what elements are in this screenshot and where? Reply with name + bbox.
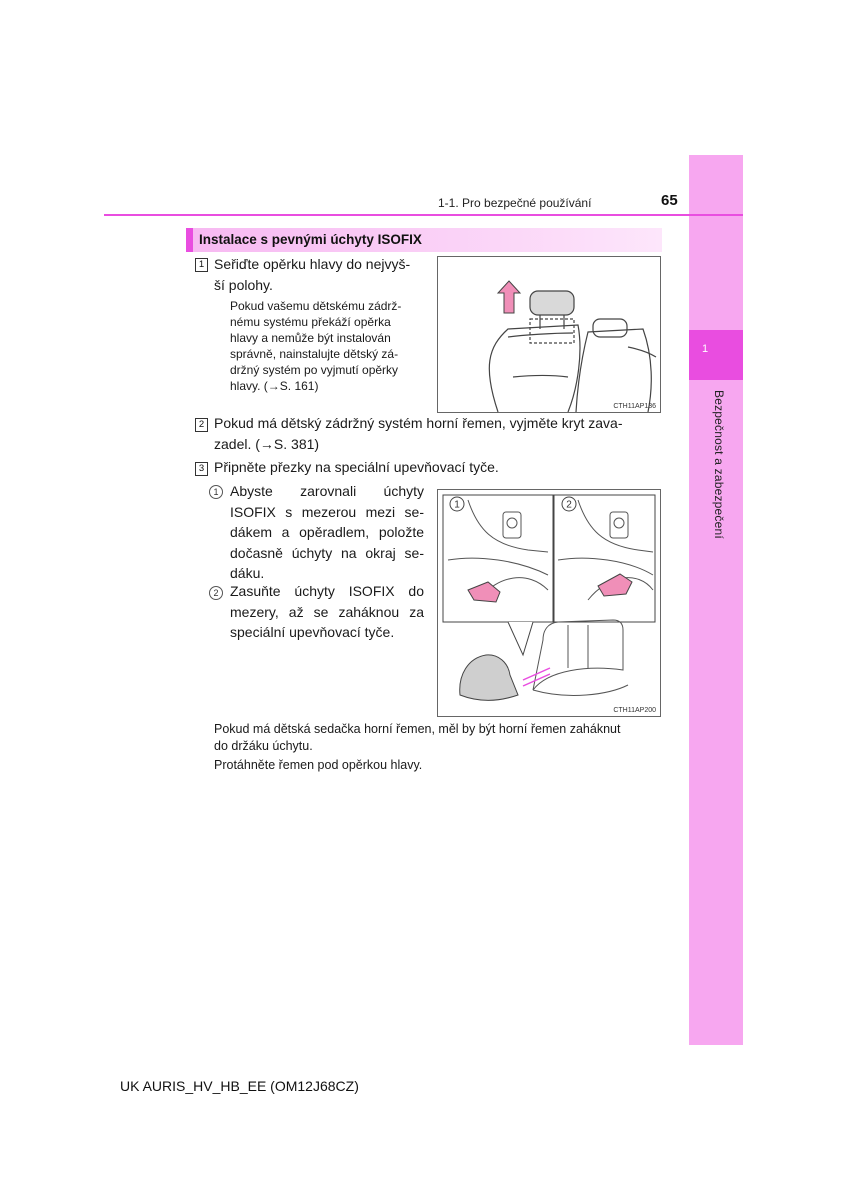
substep-1-line: dáku.	[230, 565, 265, 581]
step-3-text: Připněte přezky na speciální upevňovací tyče.	[214, 459, 499, 475]
step-1-note-line: hlavy a nemůže být instalován	[230, 331, 391, 345]
step-2-line-2: zadel. (→S. 381)	[214, 435, 320, 452]
chapter-side-tab	[689, 155, 743, 1045]
step-1-note-line: Pokud vašemu dětskému zádrž-	[230, 299, 402, 313]
bottom-note	[214, 721, 674, 755]
substep-1-text	[230, 481, 424, 584]
substep-1-marker: 1	[209, 485, 223, 499]
step-1-line-2: ší polohy.	[214, 276, 273, 293]
header-section-title: 1-1. Pro bezpečné používání	[438, 196, 592, 210]
substep-2-line: Zasuňte úchyty ISOFIX do	[230, 583, 424, 599]
step-1-note-line: nému systému překáží opěrka	[230, 315, 391, 329]
bottom-note-2: Protáhněte řemen pod opěrkou hlavy.	[214, 758, 423, 772]
note-line: do držáku úchytu.	[214, 739, 313, 753]
chapter-side-tab-active	[689, 330, 743, 380]
step-1-note	[230, 298, 426, 394]
substep-2-line: speciální upevňovací tyče.	[230, 624, 395, 640]
step-2-badge: 2	[195, 418, 208, 432]
section-title-bar	[186, 228, 662, 252]
substep-2-text	[230, 581, 424, 643]
substep-1-line: dočasně úchyty na okraj se-	[230, 544, 424, 561]
step-2-line-1: Pokud má dětský zádržný systém horní řemen, vyjměte kryt zava-	[214, 415, 623, 431]
page-number: 65	[661, 192, 678, 209]
step-1-badge: 1	[195, 258, 208, 272]
note-line: Pokud má dětská sedačka horní řemen, měl by být horní řemen zaháknut	[214, 722, 621, 736]
figure-isofix	[437, 489, 661, 717]
step-1-note-line: hlavy. (→S. 161)	[230, 379, 319, 393]
headrest-illustration	[438, 257, 660, 412]
figure-code: CTH11AP136	[613, 403, 656, 410]
chapter-label: Bezpečnost a zabezpečení	[712, 390, 726, 539]
isofix-illustration	[438, 490, 660, 716]
substep-1-line: Abyste zarovnali úchyty	[230, 483, 424, 499]
chapter-number: 1	[702, 343, 709, 355]
substep-2-marker: 2	[209, 586, 223, 600]
substep-1-line: ISOFIX s mezerou mezi se-	[230, 503, 424, 520]
substep-2-line: mezery, až se zaháknou za	[230, 603, 424, 620]
panel-2-label: 2	[566, 499, 572, 511]
figure-code: CTH11AP200	[613, 707, 656, 714]
header-divider	[104, 214, 743, 216]
figure-headrest	[437, 256, 661, 413]
step-2-text	[214, 413, 674, 454]
step-1-line-1: Seřiďte opěrku hlavy do nejvyš-	[214, 256, 411, 272]
step-1-note-line: správně, nainstalujte dětský zá-	[230, 347, 399, 361]
step-3-badge: 3	[195, 462, 208, 476]
substep-1-line: dákem a opěradlem, položte	[230, 524, 424, 540]
step-1-note-line: držný systém po vyjmutí opěrky	[230, 363, 399, 377]
panel-1-label: 1	[454, 499, 460, 511]
section-title: Instalace s pevnými úchyty ISOFIX	[199, 232, 422, 247]
step-1-text	[214, 254, 428, 295]
footer-document-id: UK AURIS_HV_HB_EE (OM12J68CZ)	[120, 1078, 359, 1094]
